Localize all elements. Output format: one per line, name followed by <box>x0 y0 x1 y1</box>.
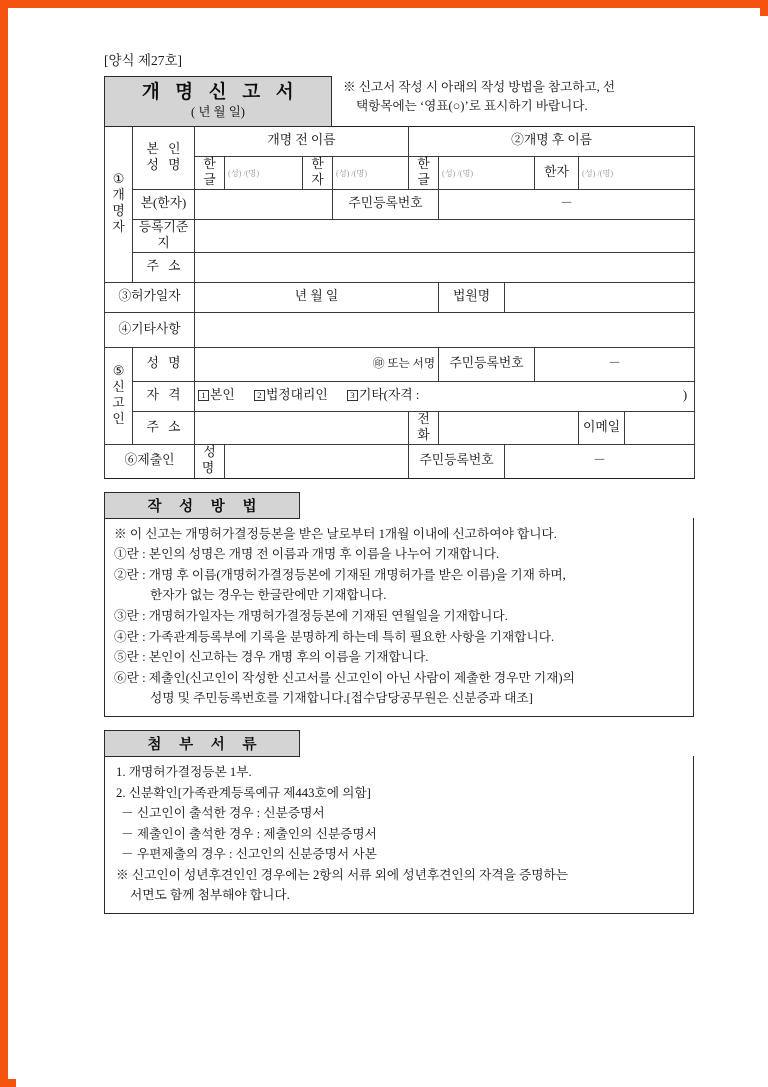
declarant-rrn-input[interactable] <box>535 347 695 381</box>
how-to-line: 성명 및 주민등록번호를 기재합니다.[접수담당공무원은 신분증과 대조] <box>150 691 533 706</box>
applicant-rrn-input[interactable] <box>439 189 695 219</box>
applicant-address-input[interactable] <box>195 252 695 282</box>
name-before-header: 개명 전 이름 <box>195 126 409 156</box>
row-registry-base <box>105 219 695 252</box>
how-to-line: ③란 : 개명허가일자는 개명허가결정등본에 기재된 연월일을 기재합니다. <box>114 609 508 624</box>
before-hangul-label: 한글 <box>195 156 225 189</box>
registry-base-label: 등록기준지 <box>133 219 195 252</box>
phone-label: 전화 <box>409 411 439 444</box>
name-after-header: ②개명 후 이름 <box>409 126 695 156</box>
form-title-box <box>104 76 332 127</box>
page-canvas <box>16 16 768 1087</box>
self-name-label-l2: 성 명 <box>146 157 184 172</box>
qualification-option-legal-rep[interactable] <box>254 388 328 402</box>
submitter-name-label: 성 명 <box>195 444 225 478</box>
how-to-line: ④란 : 가족관계등록부에 기록을 분명하게 하는데 특히 필요한 사항을 기재합니다. <box>114 629 555 644</box>
row-declarant-name <box>105 347 695 381</box>
email-label: 이메일 <box>579 411 625 444</box>
after-hangul-hint: (성) /(명) <box>442 168 474 178</box>
row-qualification <box>105 381 695 411</box>
before-hanja-hint: (성) /(명) <box>336 168 368 178</box>
attachments-section <box>104 730 694 914</box>
submitter-rrn-dash: － <box>593 453 606 468</box>
other-matters-input[interactable] <box>195 312 695 347</box>
self-name-label <box>133 126 195 189</box>
attachment-line: 1. 개명허가결정등본 1부. <box>116 764 252 779</box>
other-matters-label: ④기타사항 <box>105 312 195 347</box>
attachment-line: 2. 신분확인[가족관계등록예규 제443호에 의함] <box>116 785 371 800</box>
main-form-table <box>104 126 695 479</box>
submitter-label: ⑥제출인 <box>105 444 195 478</box>
how-to-line: ②란 : 개명 후 이름(개명허가결정등본에 기재된 개명허가를 받은 이름)을 기재 하며, <box>114 567 566 582</box>
before-hanja-label: 한자 <box>303 156 333 189</box>
header-instruction-note <box>332 76 694 127</box>
row-bon-rrn <box>105 189 695 219</box>
how-to-line: ⑤란 : 본인이 신고하는 경우 개명 후의 이름을 기재합니다. <box>114 650 429 665</box>
qualification-label: 자 격 <box>133 381 195 411</box>
attachments-body <box>104 756 694 914</box>
email-input[interactable] <box>625 411 695 444</box>
applicant-vertical-num: ① <box>112 172 125 187</box>
after-hanja-input[interactable] <box>579 156 695 189</box>
applicant-rrn-dash: － <box>560 196 573 211</box>
qualification-options <box>195 381 695 411</box>
form-sheet <box>104 54 694 914</box>
how-to-line: 한자가 없는 경우는 한글란에만 기재합니다. <box>150 588 387 603</box>
attachment-line: － 우편제출의 경우 : 신고인의 신분증명서 사본 <box>121 847 377 862</box>
checkbox-2-icon[interactable]: 2 <box>254 390 265 401</box>
phone-input[interactable] <box>439 411 579 444</box>
before-hanja-input[interactable] <box>333 156 409 189</box>
before-hangul-input[interactable] <box>225 156 303 189</box>
declarant-vertical-c2: 고 <box>112 395 125 410</box>
title-band <box>104 76 694 127</box>
seal-or-signature-note: ㊞ 또는 서명 <box>372 357 436 371</box>
form-code-label: [양식 제27호] <box>104 53 183 68</box>
row-name-group-header <box>105 126 695 156</box>
how-to-write-heading: 작 성 방 법 <box>104 492 300 519</box>
permit-date-label: ③허가일자 <box>105 282 195 312</box>
declarant-name-input[interactable] <box>195 347 439 381</box>
how-to-line: ※ 이 신고는 개명허가결정등본을 받은 날로부터 1개월 이내에 신고하여야 합니다. <box>114 526 557 541</box>
applicant-vertical-c1: 개 <box>112 188 125 203</box>
bon-label: 본(한자) <box>133 189 195 219</box>
submitter-rrn-label: 주민등록번호 <box>409 444 505 478</box>
submitter-name-input[interactable] <box>225 444 409 478</box>
declarant-name-label: 성 명 <box>133 347 195 381</box>
declarant-rrn-dash: － <box>608 356 621 371</box>
qualification-close-paren: ) <box>682 388 688 403</box>
declarant-address-label: 주 소 <box>133 411 195 444</box>
registry-base-input[interactable] <box>195 219 695 252</box>
applicant-vertical-c3: 자 <box>112 220 125 235</box>
qualification-option-other[interactable] <box>347 388 419 402</box>
row-other-matters <box>105 312 695 347</box>
checkbox-3-icon[interactable]: 3 <box>347 390 358 401</box>
after-hanja-hint: (성) /(명) <box>582 168 614 178</box>
attachment-line: 서면도 함께 첨부해야 합니다. <box>130 888 290 903</box>
applicant-rrn-label: 주민등록번호 <box>333 189 439 219</box>
self-name-label-l1: 본 인 <box>146 141 184 156</box>
how-to-write-body <box>104 518 694 717</box>
court-name-input[interactable] <box>505 282 695 312</box>
attachment-line: － 제출인이 출석한 경우 : 제출인의 신분증명서 <box>121 826 377 841</box>
attachments-heading: 첨 부 서 류 <box>104 730 300 757</box>
after-hangul-label: 한글 <box>409 156 439 189</box>
page-title: 개 명 신 고 서 <box>141 83 300 104</box>
declarant-vertical-c3: 인 <box>112 411 125 426</box>
applicant-address-label: 주 소 <box>133 252 195 282</box>
qualification-option-self[interactable] <box>198 388 235 402</box>
header-note-line-1: ※ 신고서 작성 시 아래의 작성 방법을 참고하고, 선 <box>343 79 616 94</box>
how-to-write-section <box>104 492 694 717</box>
title-date-line: ( 년 월 일) <box>191 105 245 120</box>
attachment-line: － 신고인이 출석한 경우 : 신분증명서 <box>121 806 325 821</box>
bon-input[interactable] <box>195 189 333 219</box>
row-declarant-address <box>105 411 695 444</box>
court-name-label: 법원명 <box>439 282 505 312</box>
after-hangul-input[interactable] <box>439 156 535 189</box>
declarant-address-input[interactable] <box>195 411 409 444</box>
how-to-line: ①란 : 본인의 성명은 개명 전 이름과 개명 후 이름을 나누어 기재합니다. <box>114 547 500 562</box>
permit-date-input[interactable]: 년 월 일 <box>195 282 439 312</box>
checkbox-1-icon[interactable]: 1 <box>198 390 209 401</box>
qualification-option-legal-rep-label: 법정대리인 <box>265 388 328 403</box>
declarant-vertical-label <box>105 347 133 444</box>
declarant-vertical-num: ⑤ <box>112 363 125 378</box>
after-hanja-label: 한자 <box>535 156 579 189</box>
row-permit-date <box>105 282 695 312</box>
row-submitter <box>105 444 695 478</box>
how-to-line: ⑥란 : 제출인(신고인이 작성한 신고서를 신고인이 아닌 사람이 제출한 경우만 기재)의 <box>114 670 575 685</box>
row-applicant-address <box>105 252 695 282</box>
before-hangul-hint: (성) /(명) <box>228 168 260 178</box>
header-note-line-2: 택항목에는 ‘영표(○)’로 표시하기 바랍니다. <box>356 98 588 113</box>
qualification-option-self-label: 본인 <box>210 388 235 403</box>
qualification-option-other-label: 기타(자격 : <box>358 388 420 403</box>
attachment-line: ※ 신고인이 성년후견인인 경우에는 2항의 서류 외에 성년후견인의 자격을 증명하는 <box>116 867 569 882</box>
applicant-vertical-label <box>105 126 133 282</box>
declarant-rrn-label: 주민등록번호 <box>439 347 535 381</box>
submitter-rrn-input[interactable] <box>505 444 695 478</box>
applicant-vertical-c2: 명 <box>112 204 125 219</box>
declarant-vertical-c1: 신 <box>112 379 125 394</box>
